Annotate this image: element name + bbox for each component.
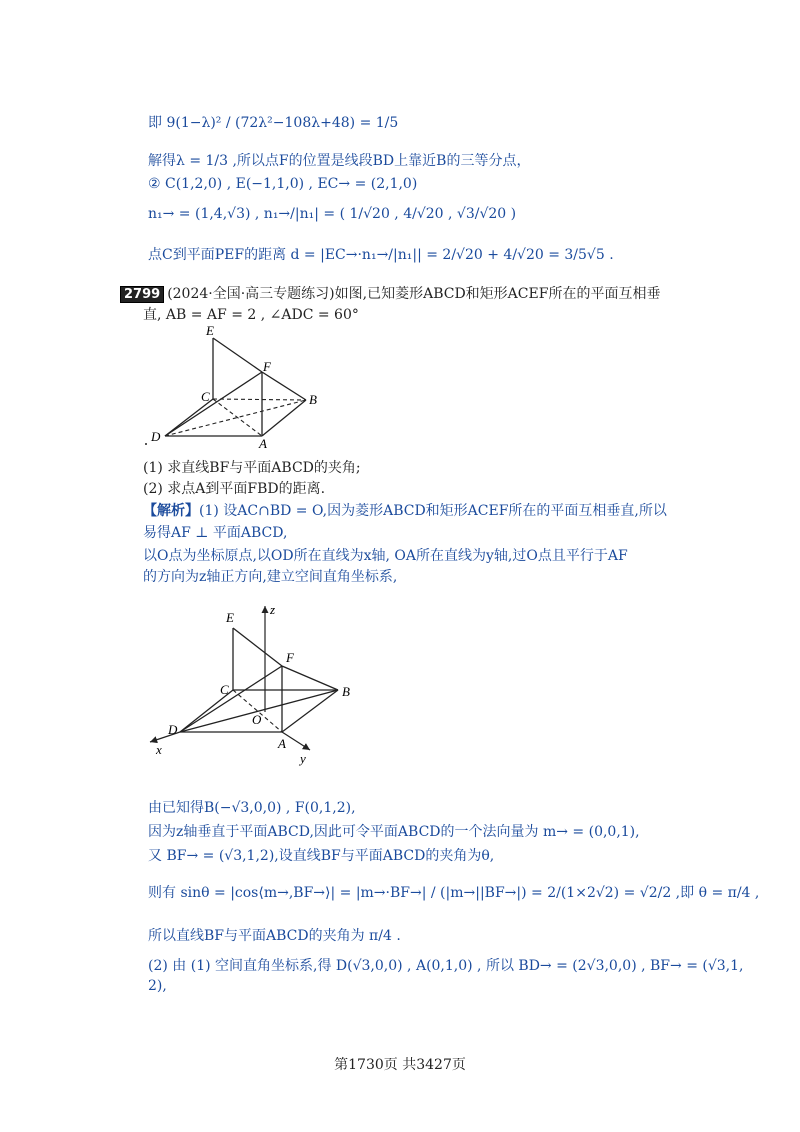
analysis-text-1a: (1) 设AC∩BD = O,因为菱形ABCD和矩形ACEF所在的平面互相垂直,所以 bbox=[199, 503, 667, 519]
fig2-label-O: O bbox=[252, 712, 262, 727]
fig2-label-F: F bbox=[286, 650, 294, 665]
problem-stem-line-2: 直, AB = AF = 2 , ∠ADC = 60° bbox=[143, 307, 359, 323]
step-7: 2), bbox=[148, 978, 167, 994]
fig2-label-C: C bbox=[220, 682, 229, 697]
fig2-label-x: x bbox=[156, 742, 162, 757]
fig2-label-E: E bbox=[226, 610, 234, 625]
question-2: (2) 求点A到平面FBD的距离. bbox=[143, 481, 326, 497]
solution-line-2: 解得λ = 1/3 ,所以点F的位置是线段BD上靠近B的三等分点， bbox=[148, 153, 531, 169]
solution-line-3: ② C(1,2,0) , E(−1,1,0) , EC→ = (2,1,0) bbox=[148, 176, 418, 192]
fig1-label-C: C bbox=[201, 389, 210, 404]
step-2: 因为z轴垂直于平面ABCD,因此可令平面ABCD的一个法向量为 m→ = (0,0,1), bbox=[148, 824, 640, 840]
analysis-para-2b: 的方向为z轴正方向,建立空间直角坐标系, bbox=[143, 569, 398, 585]
fig2-label-B: B bbox=[342, 684, 350, 699]
analysis-para-1b: 易得AF ⊥ 平面ABCD, bbox=[143, 525, 288, 541]
fig1-label-E: E bbox=[206, 323, 214, 338]
problem-stem-text-1: (2024·全国·高三专题练习)如图,已知菱形ABCD和矩形ACEF所在的平面互相垂 bbox=[167, 286, 661, 302]
fig1-label-D: D bbox=[151, 429, 161, 444]
step-4: 则有 sinθ = |cos⟨m→,BF→⟩| = |m→·BF→| / (|m→||BF→|) = 2/(1×2√2) = √2/2 ,即 θ = π/4 , bbox=[148, 885, 760, 901]
question-1: (1) 求直线BF与平面ABCD的夹角; bbox=[143, 460, 361, 476]
solution-line-4: n₁→ = (1,4,√3) , n₁→/|n₁| = ( 1/√20 , 4/√20 , √3/√20 ) bbox=[148, 206, 517, 222]
fig2-label-y: y bbox=[300, 751, 306, 766]
step-6: (2) 由 (1) 空间直角坐标系,得 D(√3,0,0) , A(0,1,0) , 所以 BD→ = (2√3,0,0) , BF→ = (√3,1, bbox=[148, 958, 744, 974]
fig1-label-B: B bbox=[309, 392, 317, 407]
analysis-para-1a bbox=[143, 500, 667, 520]
geometry-figure-1 bbox=[140, 322, 340, 452]
geometry-figure-2 bbox=[140, 600, 370, 770]
problem-number-badge: 2799 bbox=[120, 286, 164, 303]
analysis-tag: 【解析】 bbox=[143, 503, 199, 519]
step-5: 所以直线BF与平面ABCD的夹角为 π/4 . bbox=[148, 928, 401, 944]
fig2-label-A: A bbox=[278, 736, 286, 751]
solution-line-1: 即 9(1−λ)² / (72λ²−108λ+48) = 1/5 bbox=[148, 115, 399, 131]
step-3: 又 BF→ = (√3,1,2),设直线BF与平面ABCD的夹角为θ, bbox=[148, 848, 495, 864]
page-footer: 第1730页 共3427页 bbox=[334, 1057, 466, 1073]
fig1-label-A: A bbox=[259, 436, 267, 451]
fig2-label-z: z bbox=[270, 602, 276, 617]
fig1-label-F: F bbox=[263, 359, 271, 374]
analysis-para-2a: 以O点为坐标原点,以OD所在直线为x轴, OA所在直线为y轴,过O点且平行于AF bbox=[143, 548, 628, 564]
step-1: 由已知得B(−√3,0,0) , F(0,1,2), bbox=[148, 800, 356, 816]
fig2-label-D: D bbox=[168, 722, 178, 737]
solution-line-5: 点C到平面PEF的距离 d = |EC→·n₁→/|n₁|| = 2/√20 + 4/√20 = 3/5√5 . bbox=[148, 247, 614, 263]
problem-stem-line-1 bbox=[120, 283, 660, 303]
